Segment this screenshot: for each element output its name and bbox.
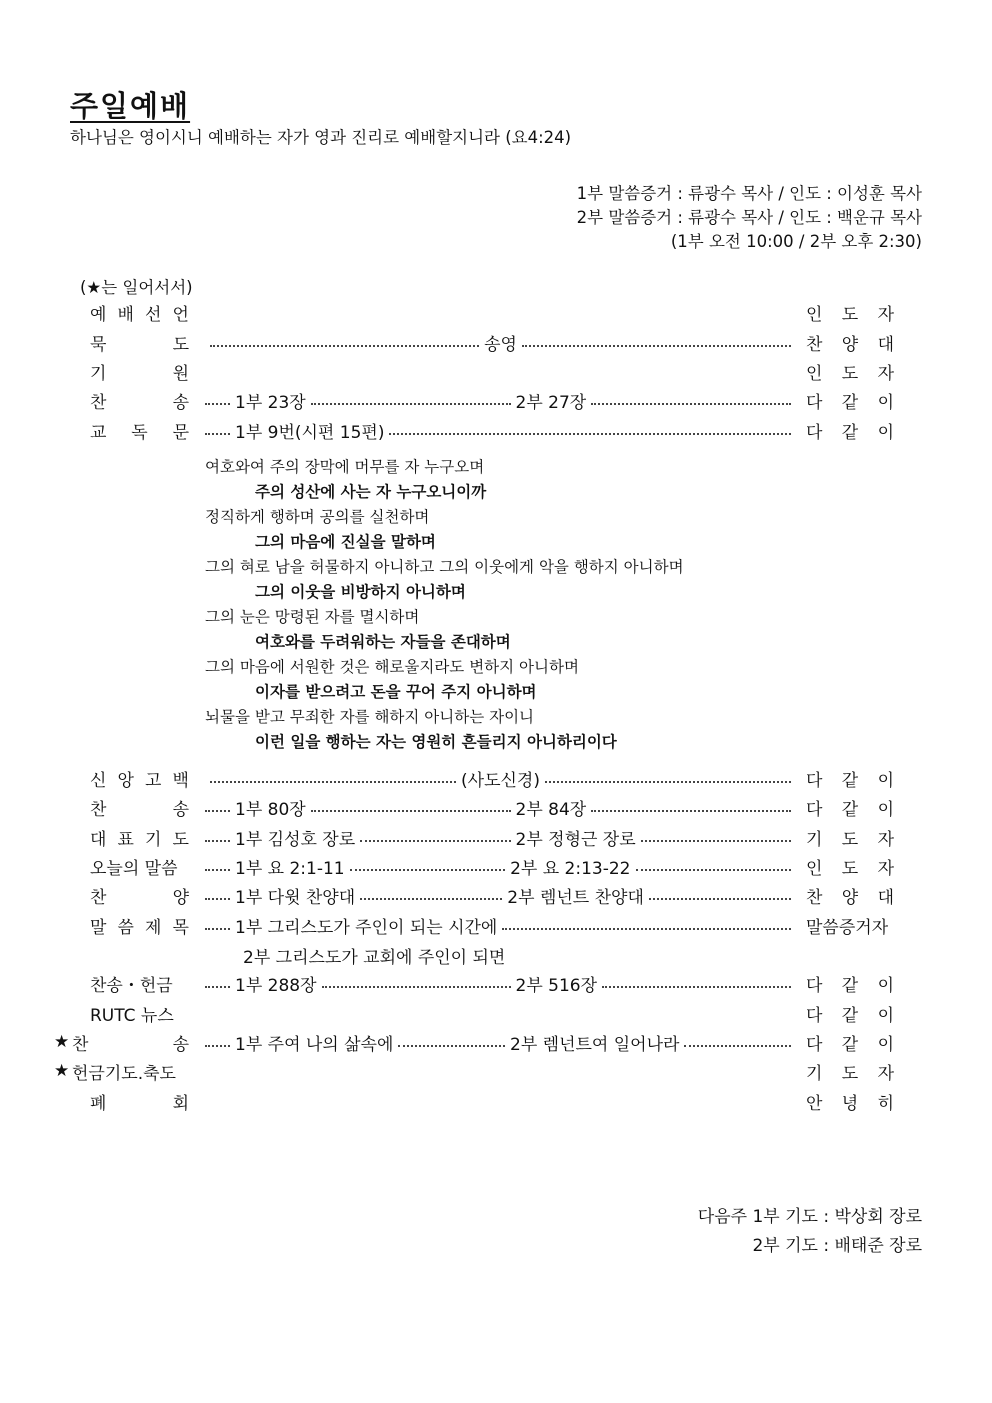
order-role [806,854,894,879]
order-segment: 2부 렘넌트여 일어나라 [510,1034,680,1055]
order-segment: 2부 516장 [515,975,598,996]
order-row [72,417,894,443]
char: 다 [806,1034,823,1055]
char: 같 [841,799,859,820]
order-detail [189,1100,806,1102]
char: 자 [877,1063,894,1084]
order-row [72,824,894,850]
order-detail [189,418,806,443]
order-label: 헌금기도.축도 [72,1063,176,1084]
order-detail [189,311,806,313]
char: 기 [806,1063,823,1084]
order-label [90,766,189,791]
order-role [806,388,894,413]
char: 같 [841,1034,859,1055]
leader-dots [210,781,456,783]
leader-dots [398,1045,505,1047]
order-label [72,1030,189,1055]
order-detail [189,825,806,850]
order-row [72,794,894,820]
char: 도 [172,334,189,355]
scripture-verse: 하나님은 영이시니 예배하는 자가 영과 진리로 예배할지니라 (요4:24) [70,128,572,147]
order-segment: 2부 27장 [515,392,587,413]
order-label [90,300,189,325]
char: 찬 [90,799,107,820]
order-label: 오늘의 말씀 [90,858,178,879]
char: 찬 [72,1034,89,1055]
reading-response-line: 여호와를 두려워하는 자들을 존대하며 [255,633,511,651]
leader-dots [649,898,791,900]
char: 원 [172,363,189,384]
order-role [806,766,894,791]
leader-dots [210,345,479,347]
order-role [806,795,894,820]
reading-leader-line: 그의 눈은 망령된 자를 멸시하며 [205,608,420,626]
order-row [72,299,894,325]
char: 기 [145,829,162,850]
char: 찬 [806,887,823,908]
reading-response-line: 이자를 받으려고 돈을 꾸어 주지 아니하며 [255,683,537,701]
order-label [90,359,189,384]
leader-dots [545,781,791,783]
char: 자 [877,829,894,850]
char: 송 [172,799,189,820]
order-row [54,1029,894,1055]
order-detail [189,1012,806,1014]
char: 이 [877,392,894,413]
order-role [806,300,894,325]
leader-dots [205,898,230,900]
order-detail [189,1030,806,1055]
leader-dots [502,928,791,930]
char: 다 [806,1005,823,1026]
standing-star: ★ [54,1061,70,1081]
char: 도 [841,829,859,850]
order-row [54,1058,894,1084]
char: 언 [172,304,189,325]
order-detail [189,795,806,820]
reading-leader-line: 그의 마음에 서원한 것은 해로울지라도 변하지 아니하며 [205,658,579,676]
char: 교 [90,422,107,443]
char: 독 [131,422,148,443]
order-row [72,387,894,413]
char: 도 [841,858,859,879]
order-role: 말씀증거자 [806,917,889,938]
leader-dots [360,840,510,842]
leader-dots [522,345,791,347]
char: 기 [806,829,823,850]
char: 예 [90,304,107,325]
reading-response-line: 그의 마음에 진실을 말하며 [255,533,436,551]
char: 같 [841,422,859,443]
reading-response-line: 주의 성산에 사는 자 누구오니이까 [255,483,487,501]
char: 자 [877,858,894,879]
order-row [72,970,894,996]
order-detail [189,388,806,413]
order-row [72,1000,894,1026]
leader-dots [350,869,506,871]
char: 송 [172,392,189,413]
order-row [72,912,894,938]
char: 이 [877,799,894,820]
char: 배 [117,304,134,325]
char: 신 [90,770,107,791]
preacher-info-2: 2부 말씀증거 : 류광수 목사 / 인도 : 백운규 목사 [576,208,922,227]
char: 고 [145,770,162,791]
char: 다 [806,770,823,791]
order-row [72,358,894,384]
order-role [806,1059,894,1084]
standing-note: (★는 일어서서) [80,278,193,297]
order-role [806,418,894,443]
char: 다 [806,799,823,820]
char: 녕 [841,1093,859,1114]
sermon-title-2: 2부 그리스도가 교회에 주인이 되면 [243,948,506,968]
char: 도 [841,363,859,384]
char: 대 [877,334,894,355]
next-week-prayer-1: 다음주 1부 기도 : 박상회 장로 [697,1207,922,1227]
leader-dots [602,986,791,988]
order-segment: 1부 다윗 찬양대 [235,887,356,908]
char: 양 [841,334,859,355]
order-label: 찬송・헌금 [90,975,173,996]
char: 말 [90,917,107,938]
char: 제 [145,917,162,938]
order-row [72,765,894,791]
reading-leader-line: 여호와여 주의 장막에 머무를 자 누구오며 [205,458,485,476]
order-segment: 1부 그리스도가 주인이 되는 시간에 [235,917,498,938]
char: 폐 [90,1093,107,1114]
char: 송 [172,1034,189,1055]
leader-dots [591,403,791,405]
char: 찬 [806,334,823,355]
order-role [806,1001,894,1026]
char: 대 [877,887,894,908]
reading-leader-line: 정직하게 행하며 공의를 실천하며 [205,508,430,526]
char: 인 [806,304,823,325]
order-label [90,883,189,908]
order-label [90,1089,189,1114]
char: 안 [806,1093,823,1114]
order-role [806,1089,894,1114]
order-detail [189,370,806,372]
reading-response-line: 그의 이웃을 비방하지 아니하며 [255,583,466,601]
leader-dots [205,928,230,930]
order-role [806,330,894,355]
order-label [90,418,189,443]
char: 다 [806,975,823,996]
leader-dots [360,898,502,900]
order-segment: 1부 주여 나의 삶속에 [235,1034,394,1055]
leader-dots [684,1045,791,1047]
order-row [72,853,894,879]
char: 인 [806,858,823,879]
leader-dots [636,869,792,871]
char: 찬 [90,887,107,908]
order-role [806,825,894,850]
char: 기 [90,363,107,384]
order-segment: 1부 9번(시편 15편) [235,422,385,443]
leader-dots [311,810,511,812]
char: 다 [806,422,823,443]
order-label [90,330,189,355]
reading-leader-line: 뇌물을 받고 무죄한 자를 해하지 아니하는 자이니 [205,708,535,726]
order-role [806,359,894,384]
leader-dots [205,840,230,842]
char: 히 [877,1093,894,1114]
char: 인 [806,363,823,384]
order-label [90,388,189,413]
order-label [90,913,189,938]
char: 표 [117,829,134,850]
char: 같 [841,770,859,791]
char: 대 [90,829,107,850]
order-role [806,1030,894,1055]
order-detail [189,854,806,879]
leader-dots [389,433,791,435]
order-detail [189,913,806,938]
page-title: 주일예배 [70,89,191,123]
char: 선 [145,304,162,325]
order-segment: 1부 요 2:1-11 [235,858,345,879]
char: 회 [172,1093,189,1114]
char: 묵 [90,334,107,355]
char: 자 [877,304,894,325]
reading-response-line: 이런 일을 행하는 자는 영원히 흔들리지 아니하리이다 [255,733,617,751]
char: 같 [841,1005,859,1026]
order-segment: 1부 80장 [235,799,306,820]
char: 이 [877,1034,894,1055]
order-segment: 2부 정형근 장로 [515,829,636,850]
char: 같 [841,392,859,413]
order-segment: 2부 84장 [515,799,587,820]
next-week-prayer-2: 2부 기도 : 배태준 장로 [752,1236,922,1256]
order-row [72,1088,894,1114]
char: 목 [172,917,189,938]
char: 이 [877,975,894,996]
order-segment: 1부 288장 [235,975,317,996]
leader-dots [205,403,230,405]
service-times: (1부 오전 10:00 / 2부 오후 2:30) [670,232,922,251]
preacher-info-1: 1부 말씀증거 : 류광수 목사 / 인도 : 이성훈 목사 [576,184,922,203]
char: 도 [841,304,859,325]
order-segment: 1부 23장 [235,392,306,413]
leader-dots [322,986,511,988]
leader-dots [591,810,791,812]
order-row [72,329,894,355]
char: 찬 [90,392,107,413]
order-segment: 1부 김성호 장로 [235,829,356,850]
char: 양 [841,887,859,908]
order-label [90,795,189,820]
char: 이 [877,422,894,443]
char: 같 [841,975,859,996]
char: 도 [841,1063,859,1084]
order-label [90,825,189,850]
order-label: RUTC 뉴스 [90,1005,174,1026]
order-role [806,883,894,908]
char: 자 [877,363,894,384]
char: 문 [172,422,189,443]
order-segment: 송영 [484,334,517,355]
char: 도 [172,829,189,850]
leader-dots [205,1045,230,1047]
order-detail [189,883,806,908]
order-role [806,971,894,996]
reading-leader-line: 그의 혀로 남을 허물하지 아니하고 그의 이웃에게 악을 행하지 아니하며 [205,558,684,576]
char: 양 [172,887,189,908]
order-row [72,882,894,908]
leader-dots [205,869,230,871]
char: 이 [877,1005,894,1026]
leader-dots [311,403,511,405]
order-detail [189,330,806,355]
order-segment: (사도신경) [461,770,540,791]
char: 앙 [117,770,134,791]
order-segment: 2부 렘넌트 찬양대 [507,887,644,908]
order-detail [189,971,806,996]
standing-star: ★ [54,1032,70,1052]
order-segment: 2부 요 2:13-22 [510,858,631,879]
order-detail [189,1070,806,1072]
leader-dots [205,433,230,435]
leader-dots [641,840,791,842]
leader-dots [205,810,230,812]
char: 씀 [117,917,134,938]
order-detail [189,766,806,791]
leader-dots [205,986,230,988]
char: 이 [877,770,894,791]
char: 백 [172,770,189,791]
char: 다 [806,392,823,413]
